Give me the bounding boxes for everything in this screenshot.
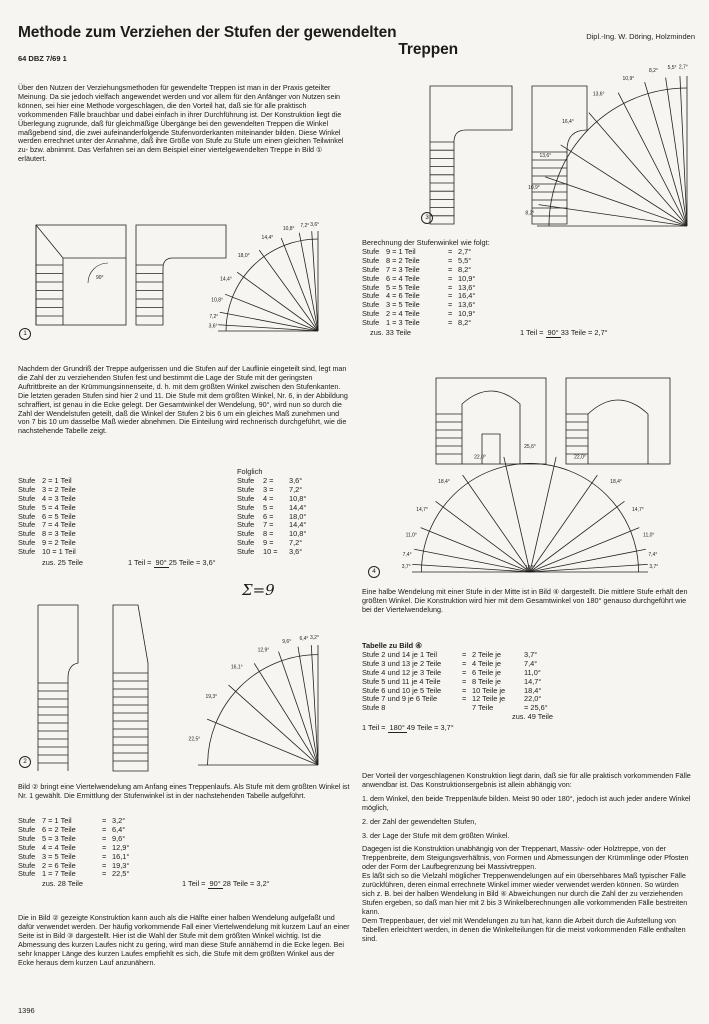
fig1-fan-ray <box>281 238 318 331</box>
table-1-row: Stufe 2 = 1 Teil Stufe 2 = 3,6° <box>18 475 303 485</box>
fig2-fan-angle-label: 22,5° <box>188 736 201 743</box>
table-3-row: Stufe 8 = 2 Teile = 5,5° <box>362 255 472 265</box>
fig1-fan-angle-label: 18,0° <box>237 252 250 259</box>
page-number: 1396 <box>18 1006 35 1015</box>
fig4-fan-ray <box>436 501 530 572</box>
table-3-row: Stufe 7 = 3 Teile = 8,2° <box>362 264 472 274</box>
fig1-fan-angle-label: 3,6° <box>310 222 320 229</box>
table-2-row: Stufe 6 = 2 Teile = 6,4° <box>18 824 126 834</box>
fig2-fan-ray <box>254 663 318 765</box>
article-title <box>18 24 458 58</box>
handwritten-note: Σ=9 <box>242 581 275 599</box>
fig2-fan-angle-label: 3,2° <box>310 635 319 642</box>
figure-2-paragraph-2: Die in Bild ② gezeigte Konstruktion kann auch als die Hälfte einer halben Wendelung aufgefaßt und dafür verwendet werden. Der häufig vorkommende Fall einer Viertelwendelung mit kurzem Lauf an einer Seite ist in Bild ③ dargestellt. Hier ist die Wahl der Stufe mit dem größten Winkel wichtig. Ist die Abmessung des kurzen Laufes nicht zu gering, wird man diese Stufe annähernd in die Ecke legen. Bei sehr knapper Länge des kurzen Laufes empfiehlt es sich, die Stufe mit dem größten Winkel aus der Ecke heraus dem kurzen Lauf anzunähern. <box>18 913 350 967</box>
fig4-fan-angle-label: 11,0° <box>643 532 655 539</box>
table-4-row: Stufe 6 und 10 je 5 Teile = 10 Teile je 18,4° <box>362 685 542 695</box>
table-2-row: Stufe 7 = 1 Teil = 3,2° <box>18 816 126 825</box>
fig4-fan-angle-label: 3,7° <box>401 564 411 571</box>
fig3-fan-angle-label: 16,4° <box>562 118 574 125</box>
fig4-fan-angle-label: 14,7° <box>416 507 428 514</box>
figure-2-label: 2 <box>19 756 31 768</box>
fig4-fan-ray <box>421 528 530 572</box>
fig3-fan-ray <box>645 82 687 226</box>
fig4-fan-angle-label: 7,4° <box>402 552 412 559</box>
fig4-fan-ray <box>463 475 530 572</box>
fig3-fan-angle-label: 5,5° <box>667 65 677 72</box>
title-line-1: Methode zum Verziehen der Stufen der gewendelten <box>18 24 397 41</box>
table-1-row: Stufe 4 = 3 Teile Stufe 4 = 10,8° <box>18 493 307 503</box>
table-4-row: Stufe 4 und 12 je 3 Teile = 6 Teile je 11,0° <box>362 667 541 677</box>
table-1-row: Stufe 6 = 5 Teile Stufe 6 = 18,0° <box>18 511 307 521</box>
table-4-row: Stufe 8 7 Teile = 25,6° <box>362 703 548 713</box>
fig4-fan-ray <box>530 501 624 572</box>
fig4-fan-angle-label: 18,4° <box>438 478 450 485</box>
table-3-row: Stufe 1 = 3 Teile = 8,2° <box>362 318 472 328</box>
table-4-row: Stufe 5 und 11 je 4 Teile = 8 Teile je 14,7° <box>362 676 542 686</box>
fig2-fan-ray <box>229 685 318 765</box>
fig4-fan-angle-label: 11,0° <box>405 532 417 539</box>
author: Dipl.-Ing. W. Döring, Holzminden <box>586 32 695 41</box>
table-4: Tabelle zu Bild ④ Stufe 2 und 14 je 1 Teil = 2 Teile je 3,7° Stufe 3 und 13 je 2 Teile = 4 Teile je 7,4° Stufe 4 und 12 je 3 Teile = 6 Teile je 11,0° Stufe 5 und 11 je 4 Teile = 8 Teile je 14,7° Stufe 6 und 10 je 5 Teile = 10 Teile je 18,4° Stufe 7 und 9 je 6 Teile = 12 Teile je 22,0° Stufe 8 7 Teile = 25,6° zus. 49 Teile 1 Teil = 180° 49 Teile = 3,7° <box>362 642 692 733</box>
table-1-row: Stufe 7 = 4 Teile Stufe 7 = 14,4° <box>18 520 307 530</box>
fig2-fan-angle-label: 19,3° <box>205 693 218 700</box>
figure-2 <box>18 603 338 773</box>
figure-2-paragraph: Bild ② bringt eine Viertelwendelung am Anfang eines Treppenlaufs. Als Stufe mit dem größten Winkel ist Nr. 1 gewählt. Die Ermittlung der Stufenwinkel ist in der nachstehenden Tabelle aufgeführt. <box>18 782 350 800</box>
table-1-row: Stufe 5 = 4 Teile Stufe 5 = 14,4° <box>18 502 307 512</box>
fig4-fan-angle-label: 7,4° <box>648 552 658 559</box>
fig1-fan-ray <box>225 294 318 331</box>
table-2-row: Stufe 4 = 4 Teile = 12,9° <box>18 842 130 852</box>
fig4-fan-angle-label: 22,0° <box>474 454 486 461</box>
table-1-row: Stufe 10 = 1 Teil Stufe 10 = 3,6° <box>18 547 303 557</box>
figure-4-label: 4 <box>368 566 380 578</box>
fig3-fan-angle-label: 2,7° <box>678 64 688 71</box>
fig4-fan-arc <box>421 463 638 572</box>
fig4-fan-ray <box>530 457 556 572</box>
fig4-fan-angle-label: 22,0° <box>574 454 586 461</box>
figure-1-paragraph: Nachdem der Grundriß der Treppe aufgerissen und die Stufen auf der Lauflinie eingeteilt sind, legt man die Zahl der zu verziehenden Stufen fest und bestimmt die Lage der Stufe mit der geringsten Auftrittbreite an der Krümmungsinnenseite, d. h. mit dem größten Winkel zwischen den Stufenkanten. Die letzten geraden Stufen sind hier 2 und 11. Die Stufe mit dem größten Winkel, Nr. 6, in der Abbildung schraffiert, ist genau in die Ecke gelegt. Der Gesamtwinkel der Wendelung, 90°, wird nun so durch die Zahl der Wendelstufen geteilt, daß die Winkel der Stufen 2 bis 6 um ein gleiches Maß zunehmen und von 7 bis 10 um dasselbe Maß wieder abnehmen. Die Einteilung wird rechnerisch durchgeführt, wie die nachstehende Tabelle zeigt. <box>18 364 348 436</box>
table-4-row: Stufe 2 und 14 je 1 Teil = 2 Teile je 3,7° <box>362 649 538 659</box>
fig3-fan-ray <box>561 145 687 226</box>
fig2-fan-arc <box>208 655 318 765</box>
table-1-sum: zus. 25 Teile <box>42 558 83 568</box>
fig3-fan-angle-label: 8,2° <box>525 210 535 217</box>
table-3-row: Stufe 9 = 1 Teil = 2,7° <box>362 246 472 256</box>
fig3-fan-angle-label: 13,6° <box>592 91 605 98</box>
table-2-row: Stufe 2 = 6 Teile = 19,3° <box>18 860 130 870</box>
table-3-row: Stufe 2 = 4 Teile = 10,9° <box>362 309 476 319</box>
table-4-fraction: 180° 49 Teile <box>389 723 433 733</box>
table-2-row: Stufe 3 = 5 Teile = 16,1° <box>18 851 130 861</box>
figure-4-paragraph: Eine halbe Wendelung mit einer Stufe in der Mitte ist in Bild ④ dargestellt. Die mittlere Stufe erhält den größten Winkel. Die Konstruktion wird hier mit dem Gesamtwinkel von 180° genauso durchgeführt wie bei der Viertelwendelung. <box>362 587 688 614</box>
fig1-fan-angle-label: 7,2° <box>300 222 310 229</box>
fig1-fan-angle-label: 3,6° <box>208 323 218 330</box>
table-3: Berechnung der Stufenwinkel wie folgt: Stufe 9 = 1 Teil = 2,7° Stufe 8 = 2 Teile = 5,5° Stufe 7 = 3 Teile = 8,2° Stufe 6 = 4 Teile = 10,9° Stufe 5 = 5 Teile = 13,6° Stufe 4 = 6 Teile = 16,4° Stufe 3 = 5 Teile = 13,6° Stufe 2 = 4 Teile = 10,9° Stufe 1 = 3 Teile = 8,2° zus. 33 Teile 1 Teil = 90° 33 Teile = 2,7° <box>362 239 692 338</box>
fig1-fan-angle-label: 14,4° <box>261 234 274 241</box>
fig1-fan-ray <box>237 272 318 331</box>
fig4-fan-ray <box>504 457 530 572</box>
fig1-fan-angle-label: 10,8° <box>211 297 224 304</box>
table-1-row: Stufe 3 = 2 Teile Stufe 3 = 7,2° <box>18 484 303 494</box>
fig4-fan-angle-label: 25,6° <box>524 444 536 451</box>
fig3-fan-angle-label: 10,9° <box>528 184 540 191</box>
fig1-angle-90: 90° <box>96 275 104 281</box>
table-3-row: Stufe 5 = 5 Teile = 13,6° <box>362 282 476 292</box>
table-1-row: Stufe 8 = 3 Teile Stufe 8 = 10,8° <box>18 529 307 539</box>
table-3-row: Stufe 6 = 4 Teile = 10,9° <box>362 273 476 283</box>
fig3-fan-angle-label: 13,6° <box>539 153 552 160</box>
fig2-fan-angle-label: 9,6° <box>282 638 292 645</box>
fig2-fan-ray <box>279 652 318 765</box>
fig2-fan-angle-label: 16,1° <box>230 664 243 671</box>
fig2-fan-angle-label: 6,4° <box>299 635 309 642</box>
figure-4 <box>362 374 694 584</box>
figure-1 <box>18 213 338 343</box>
fig4-fan-angle-label: 18,4° <box>610 478 622 485</box>
fig1-fan-angle-label: 7,2° <box>209 313 219 320</box>
figure-3 <box>362 64 694 232</box>
fig1-fan-ray <box>259 250 318 331</box>
conclusion: Der Vorteil der vorgeschlagenen Konstruktion liegt darin, daß sie für alle praktisch vorkommenden Fälle anwendbar ist. Das Konstruktionsergebnis ist allein abhängig von: 1. dem Winkel, den beide Treppenläufe bilden. Meist 90 oder 180°, jedoch ist auch jeder andere Winkel möglich, 2. der Zahl der gewendelten Stufen, 3. der Lage der Stufe mit dem größten Winkel. Dagegen ist die Konstruktion unabhängig von der Treppenart, Massiv- oder Holztreppe, von der Treppenbreite, dem Steigungsverhältnis, von Formen und Abmessungen der Krümmlinge oder Pfosten oder der Form der Laufbegrenzung bei Massivtreppen. Es läßt sich so die Vielzahl möglicher Treppenwendelungen auf ein übersehbares Maß typischer Fälle zurückführen, deren einmal errechnete Winkel immer wieder verwendet werden können. So würden sich z. B. bei der halben Wendelung in Bild ④ Abweichungen nur durch die Zahl der zu verziehenden Stufen ergeben, so daß man hier mit 2 bis 3 Winkelberechnungen alle vorkommenden Fälle bestreiten kann. Dem Treppenbauer, der viel mit Wendelungen zu tun hat, kann die Arbeit durch die Aufstellung von Tabellen erleichtert werden, in denen die Winkelteilungen für die meist vorkommenden Fälle enthalten sind. <box>362 771 691 943</box>
table-2: Stufe 7 = 1 Teil = 3,2° Stufe 6 = 2 Teile = 6,4° Stufe 5 = 3 Teile = 9,6° Stufe 4 = 4 Teile = 12,9° Stufe 3 = 5 Teile = 16,1° Stufe 2 = 6 Teile = 19,3° Stufe 1 = 7 Teile = 22,5° zus. 28 Teile 1 Teil = 90° 28 Teile = 3,2° <box>18 817 350 889</box>
fig2-fan-angle-label: 12,9° <box>257 647 270 654</box>
fig4-fan-center-label: 180° <box>524 565 536 571</box>
table-1-row: Stufe 9 = 2 Teile Stufe 9 = 7,2° <box>18 538 303 548</box>
intro-paragraph: Über den Nutzen der Verziehungsmethoden für gewendelte Treppen ist man in der Praxis geteilter Meinung. Da sie jedoch vielfach angewendet werden und vor allem für den Anfänger von Nutzen sein können, sei hier eine Methode vorgeschlagen, die den Vorteil hat, daß sie für alle praktisch vorkommenden Fälle brauchbar und dabei einfach in ihrer Durchführung ist. Der Konstruktion liegt die Überlegung zugrunde, daß für gleichmäßige Übergänge bei den gewendelten Treppen die Winkel maßgebend sind, die zwei aufeinanderfolgende Stufenvorderkanten miteinander bilden. Diese Winkel werden errechnet unter der Annahme, daß ihre Größe von Stufe zu Stufe um einen gleichen Teilwinkel zu- bzw. abnimmt. Das Verfahren sei an dem Beispiel einer viertelgewendelten Treppe in Bild ① erläutert. <box>18 83 344 164</box>
figure-3-label: 3 <box>421 212 433 224</box>
fig4-fan-angle-label: 14,7° <box>632 507 644 514</box>
fig1-fan-angle-label: 10,8° <box>282 226 295 233</box>
fig4-fan-angle-label: 3,7° <box>649 564 659 571</box>
fig3-fan-angle-label: 10,9° <box>622 75 635 82</box>
fig3-fan-angle-label: 8,2° <box>648 68 658 75</box>
table-3-fraction: 90° 33 Teile <box>547 328 587 338</box>
figure-1-label: 1 <box>19 328 31 340</box>
table-1-fraction: 90° 25 Teile <box>155 558 195 568</box>
table-3-row: Stufe 3 = 5 Teile = 13,6° <box>362 300 476 310</box>
table-2-row: Stufe 1 = 7 Teile = 22,5° <box>18 869 130 879</box>
table-3-row: Stufe 4 = 6 Teile = 16,4° <box>362 291 476 301</box>
fig4-fan-ray <box>530 475 597 572</box>
table-4-row: Stufe 7 und 9 je 6 Teile = 12 Teile je 22,0° <box>362 694 542 704</box>
fig3-fan-ray <box>539 205 687 226</box>
table-1: Folglich Stufe 2 = 1 Teil Stufe 2 = 3,6° Stufe 3 = 2 Teile Stufe 3 = 7,2° Stufe 4 = 3 Teile Stufe 4 = 10,8° Stufe 5 = 4 Teile Stufe 5 = 14,4° Stufe 6 = 5 Teile Stufe 6 = 18,0° Stufe 7 = 4 Teile Stufe 7 = 14,4° Stufe 8 = 3 Teile Stufe 8 = 10,8° Stufe 9 = 2 Teile Stufe 9 = 7,2° Stufe 10 = 1 Teil Stufe 10 = 3,6° zus. 25 Teile 1 Teil = 90° 25 Teile = 3,6° <box>18 468 350 568</box>
title-line-2: Treppen <box>398 41 458 58</box>
fig2-fan-ray <box>207 719 318 765</box>
table-2-fraction: 90° 28 Teile <box>209 879 249 889</box>
fig1-fan-angle-label: 14,4° <box>220 276 232 283</box>
table-2-row: Stufe 5 = 3 Teile = 9,6° <box>18 833 126 843</box>
issue-info: 64 DBZ 7/69 1 <box>18 54 67 63</box>
table-4-row: Stufe 3 und 13 je 2 Teile = 4 Teile je 7,4° <box>362 658 538 668</box>
fig4-fan-ray <box>530 528 639 572</box>
